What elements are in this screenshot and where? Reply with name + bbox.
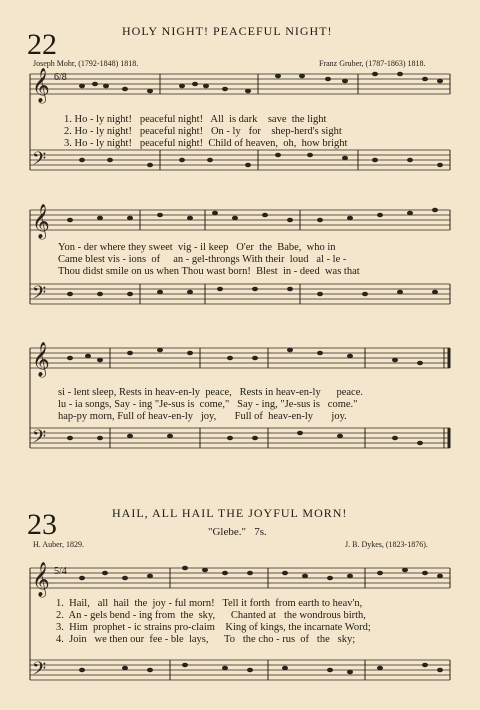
system2-lyrics: [58, 242, 360, 278]
hymn23-lyrics: [56, 598, 371, 646]
system1-bass-staff: [30, 150, 450, 170]
bass-clef-icon: 𝄢: [32, 659, 47, 684]
composer-credit: J. B. Dykes, (1823-1876).: [345, 540, 428, 549]
bass-clef-icon: 𝄢: [32, 149, 47, 174]
treble-clef-icon: 𝄞: [32, 342, 50, 377]
bass-clef-icon: 𝄢: [32, 283, 47, 308]
system3-lyrics: [58, 387, 363, 423]
time-signature: 5/4: [54, 566, 67, 577]
hymn-title: HAIL, ALL HAIL THE JOYFUL MORN!: [112, 506, 348, 520]
system2-treble-staff: [30, 210, 450, 230]
system2-bass-staff: [30, 284, 450, 304]
hymn-number: 22: [27, 28, 57, 61]
treble-clef-icon: 𝄞: [32, 204, 50, 239]
lyric-line: 2. Ho - ly night! peaceful night! On - ly for shep-herd's sight: [64, 126, 342, 137]
hymn23-bass-staff: [30, 660, 450, 680]
staff-lines: [30, 74, 450, 680]
treble-clef-icon: 𝄞: [32, 562, 50, 597]
system3-bass-staff: [30, 428, 450, 448]
system1-lyrics: [64, 114, 347, 150]
lyric-line: Yon - der where they sweet vig - il keep O'er the Babe, who in: [58, 242, 336, 253]
tune-name: "Glebe." 7s.: [208, 526, 267, 538]
lyric-line: Came blest vis - ions of an - gel-throngs With their loud al - le -: [58, 254, 347, 265]
lyric-line: si - lent sleep, Rests in heav-en-ly peace, Rests in heav-en-ly peace.: [58, 387, 363, 398]
lyric-line: 2. An - gels bend - ing from the sky, Chanted at the wondrous birth,: [56, 610, 366, 621]
composer-credit: Franz Gruber, (1787-1863) 1818.: [319, 59, 426, 68]
lyric-line: 1. Ho - ly night! peaceful night! All is dark save the light: [64, 114, 327, 125]
lyric-line: 4. Join we then our fee - ble lays, To the cho - rus of the sky;: [56, 634, 356, 645]
time-signature: 6/8: [54, 72, 67, 83]
lyric-line: Thou didst smile on us when Thou wast born! Blest in - deed was that: [58, 266, 360, 277]
lyric-line: hap-py morn, Full of heav-en-ly joy, Full of heav-en-ly joy.: [58, 411, 347, 422]
system3-treble-staff: [30, 348, 450, 368]
lyric-line: lu - ia songs, Say - ing "Je-sus is come," Say - ing, "Je-sus is come.": [58, 399, 358, 410]
bass-clef-icon: 𝄢: [32, 427, 47, 452]
lyric-line: 3. Him prophet - ic strains pro-claim King of kings, the incarnate Word;: [56, 622, 371, 633]
hymn-title: HOLY NIGHT! PEACEFUL NIGHT!: [122, 24, 333, 38]
lyric-line: 3. Ho - ly night! peaceful night! Child of heaven, oh, how bright: [64, 138, 348, 149]
hymn23-treble-staff: [30, 568, 450, 588]
note-heads: [67, 72, 443, 675]
lyric-line: 1. Hail, all hail the joy - ful morn! Tell it forth from earth to heav'n,: [56, 598, 363, 609]
hymn-number: 23: [27, 508, 57, 541]
lyricist-credit: Joseph Mohr, (1792-1848) 1818.: [33, 59, 139, 68]
lyricist-credit: H. Auber, 1829.: [33, 540, 85, 549]
treble-clef-icon: 𝄞: [32, 68, 50, 103]
